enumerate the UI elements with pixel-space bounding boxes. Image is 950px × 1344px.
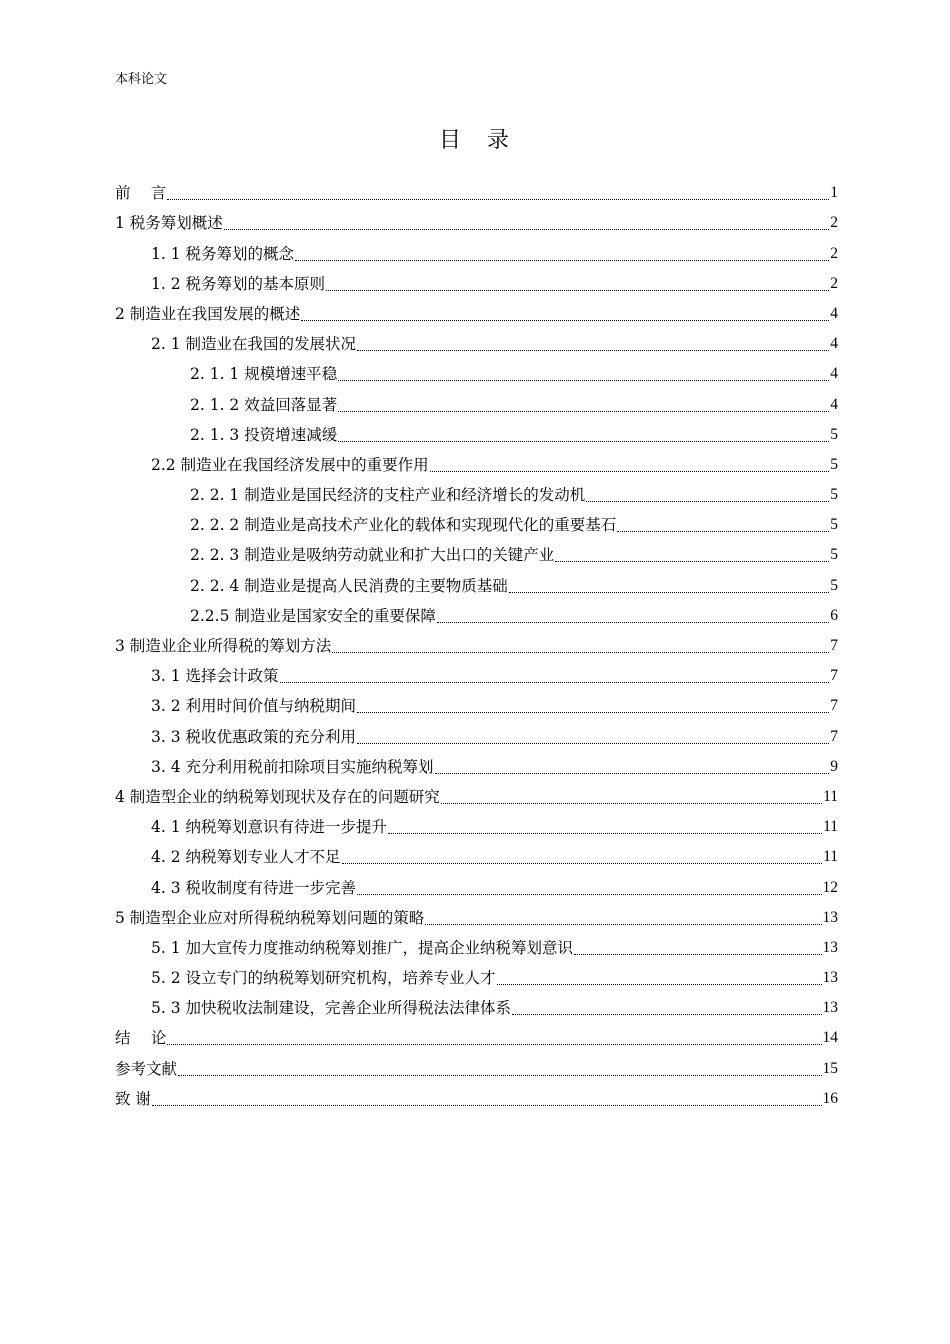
toc-entry-title: 4. 3 税收制度有待进一步完善 xyxy=(151,878,357,897)
toc-dot-leader xyxy=(574,953,821,955)
toc-page-number: 14 xyxy=(822,1029,838,1047)
toc-entry[interactable] xyxy=(115,631,838,661)
toc-page-number: 7 xyxy=(830,697,838,715)
toc-entry[interactable] xyxy=(115,420,838,450)
toc-page-number: 5 xyxy=(830,425,838,443)
toc-title: 目 录 xyxy=(438,128,511,153)
toc-entry-title: 2. 1 制造业在我国的发展状况 xyxy=(151,335,357,354)
toc-dot-leader xyxy=(280,681,830,683)
toc-dot-leader xyxy=(224,228,829,230)
toc-entry[interactable] xyxy=(115,570,838,600)
toc-entry[interactable] xyxy=(115,1084,838,1114)
toc-entry-title: 2. 1. 2 效益回落显著 xyxy=(190,395,338,414)
toc-entry[interactable] xyxy=(115,389,838,419)
toc-dot-leader xyxy=(332,651,829,653)
toc-entry-title: 2.2.5 制造业是国家安全的重要保障 xyxy=(190,606,436,625)
toc-entry-title: 3. 1 选择会计政策 xyxy=(151,667,279,686)
toc-entry[interactable] xyxy=(115,329,838,359)
toc-entry[interactable] xyxy=(115,238,838,268)
toc-dot-leader xyxy=(555,560,829,562)
toc-entry[interactable] xyxy=(115,601,838,631)
toc-entry-title: 2. 2. 4 制造业是提高人民消费的主要物质基础 xyxy=(190,576,508,595)
toc-page-number: 7 xyxy=(830,637,838,654)
toc-page-number: 11 xyxy=(823,848,838,866)
toc-entry[interactable] xyxy=(115,933,838,963)
toc-page-number: 13 xyxy=(822,999,838,1017)
toc-dot-leader xyxy=(509,591,830,593)
toc-dot-leader xyxy=(301,319,829,321)
toc-dot-leader xyxy=(425,923,821,925)
toc-entry-title: 1. 2 税务筹划的基本原则 xyxy=(151,274,326,293)
toc-dot-leader xyxy=(167,198,829,200)
toc-dot-leader xyxy=(437,621,829,623)
page-header: 本科论文 xyxy=(115,72,168,87)
toc-entry-title: 4 制造型企业的纳税筹划现状及存在的问题研究 xyxy=(115,787,440,806)
toc-page-number: 7 xyxy=(830,667,838,685)
toc-page-number: 16 xyxy=(822,1089,838,1107)
toc-entry[interactable] xyxy=(115,359,838,389)
toc-entry-title: 结 论 xyxy=(115,1029,167,1048)
toc-entry-title: 致 谢 xyxy=(115,1089,151,1108)
toc-dot-leader xyxy=(497,983,822,985)
toc-page-number: 13 xyxy=(822,969,838,987)
toc-entry-title: 5 制造型企业应对所得税纳税筹划问题的策略 xyxy=(115,908,425,927)
toc-dot-leader xyxy=(326,289,829,291)
toc-page-number: 4 xyxy=(830,395,838,413)
toc-entry-title: 2.2 制造业在我国经济发展中的重要作用 xyxy=(151,455,429,474)
toc-dot-leader xyxy=(441,802,822,804)
toc-page-number: 6 xyxy=(830,606,838,624)
toc-page-number: 9 xyxy=(830,757,838,775)
toc-page-number: 5 xyxy=(830,455,838,473)
toc-entry-title: 2. 2. 1 制造业是国民经济的支柱产业和经济增长的发动机 xyxy=(190,486,586,505)
toc-dot-leader xyxy=(342,862,823,864)
toc-entry[interactable] xyxy=(115,872,838,902)
toc-entry[interactable] xyxy=(115,993,838,1023)
toc-dot-leader xyxy=(338,410,829,412)
toc-entry-title: 5. 2 设立专门的纳税筹划研究机构，培养专业人才 xyxy=(151,969,496,988)
toc-page-number: 5 xyxy=(830,486,838,504)
toc-entry[interactable] xyxy=(115,269,838,299)
toc-entry-title: 前 言 xyxy=(115,184,167,203)
toc-dot-leader xyxy=(357,711,829,713)
toc-entry-title: 4. 2 纳税筹划专业人才不足 xyxy=(151,848,341,867)
toc-page-number: 2 xyxy=(830,214,838,232)
toc-entry[interactable] xyxy=(115,661,838,691)
toc-entry[interactable] xyxy=(115,721,838,751)
toc-dot-leader xyxy=(617,530,829,532)
toc-dot-leader xyxy=(430,470,830,472)
toc-entry-title: 2. 2. 3 制造业是吸纳劳动就业和扩大出口的关键产业 xyxy=(190,546,555,565)
toc-page-number: 2 xyxy=(830,244,838,262)
toc-dot-leader xyxy=(178,1074,821,1076)
toc-entry[interactable] xyxy=(115,752,838,782)
toc-page-number: 12 xyxy=(822,878,838,896)
toc-dot-leader xyxy=(357,349,829,351)
toc-entry[interactable] xyxy=(115,510,838,540)
toc-entry-title: 3 制造业企业所得税的筹划方法 xyxy=(115,637,332,655)
toc-page-number: 5 xyxy=(830,546,838,564)
toc-page-number: 2 xyxy=(830,274,838,292)
toc-entry[interactable] xyxy=(115,1023,838,1053)
toc-entry-title: 2. 2. 2 制造业是高技术产业化的载体和实现现代化的重要基石 xyxy=(190,516,617,535)
toc-entry[interactable] xyxy=(115,540,838,570)
toc-entry-title: 1. 1 税务筹划的概念 xyxy=(151,244,295,263)
toc-page-number: 13 xyxy=(822,938,838,956)
toc-dot-leader xyxy=(357,893,821,895)
toc-dot-leader xyxy=(388,832,822,834)
toc-entry-title: 5. 3 加快税收法制建设，完善企业所得税法法律体系 xyxy=(151,999,512,1018)
toc-entry-title: 4. 1 纳税筹划意识有待进一步提升 xyxy=(151,818,388,837)
toc-page-number: 1 xyxy=(830,184,838,202)
toc-entry[interactable] xyxy=(115,691,838,721)
toc-page-number: 7 xyxy=(830,727,838,745)
toc-page-number: 11 xyxy=(823,818,838,836)
toc-entry-title: 3. 3 税收优惠政策的充分利用 xyxy=(151,727,357,746)
toc-entry-title: 3. 4 充分利用税前扣除项目实施纳税筹划 xyxy=(151,757,434,776)
toc-dot-leader xyxy=(586,500,829,502)
toc-entry[interactable] xyxy=(115,812,838,842)
toc-entry[interactable] xyxy=(115,782,838,812)
table-of-contents xyxy=(115,178,838,1114)
toc-entry[interactable] xyxy=(115,208,838,238)
toc-page-number: 11 xyxy=(823,787,838,805)
toc-entry[interactable] xyxy=(115,963,838,993)
toc-page-number: 5 xyxy=(830,516,838,534)
toc-entry-title: 2 制造业在我国发展的概述 xyxy=(115,304,301,323)
toc-entry-title: 参考文献 xyxy=(115,1059,178,1078)
toc-entry[interactable] xyxy=(115,178,838,208)
toc-entry[interactable] xyxy=(115,299,838,329)
toc-dot-leader xyxy=(167,1043,821,1045)
toc-page-number: 4 xyxy=(830,335,838,353)
toc-dot-leader xyxy=(295,259,829,261)
toc-dot-leader xyxy=(512,1013,821,1015)
toc-entry-title: 1 税务筹划概述 xyxy=(115,214,223,233)
toc-entry-title: 5. 1 加大宣传力度推动纳税筹划推广，提高企业纳税筹划意识 xyxy=(151,938,574,957)
toc-entry[interactable] xyxy=(115,1053,838,1083)
toc-entry[interactable] xyxy=(115,450,838,480)
toc-entry[interactable] xyxy=(115,480,838,510)
toc-entry[interactable] xyxy=(115,842,838,872)
toc-entry[interactable] xyxy=(115,903,838,933)
toc-page-number: 4 xyxy=(830,365,838,383)
toc-dot-leader xyxy=(338,379,829,381)
toc-entry-title: 2. 1. 1 规模增速平稳 xyxy=(190,365,338,384)
toc-page-number: 4 xyxy=(830,304,838,322)
toc-entry-title: 2. 1. 3 投资增速减缓 xyxy=(190,425,338,444)
toc-page-number: 13 xyxy=(822,908,838,926)
toc-entry-title: 3. 2 利用时间价值与纳税期间 xyxy=(151,697,357,716)
toc-dot-leader xyxy=(338,440,829,442)
toc-dot-leader xyxy=(152,1104,822,1106)
toc-page-number: 15 xyxy=(822,1059,838,1077)
toc-dot-leader xyxy=(435,772,830,774)
toc-page-number: 5 xyxy=(830,576,838,594)
toc-dot-leader xyxy=(357,742,829,744)
